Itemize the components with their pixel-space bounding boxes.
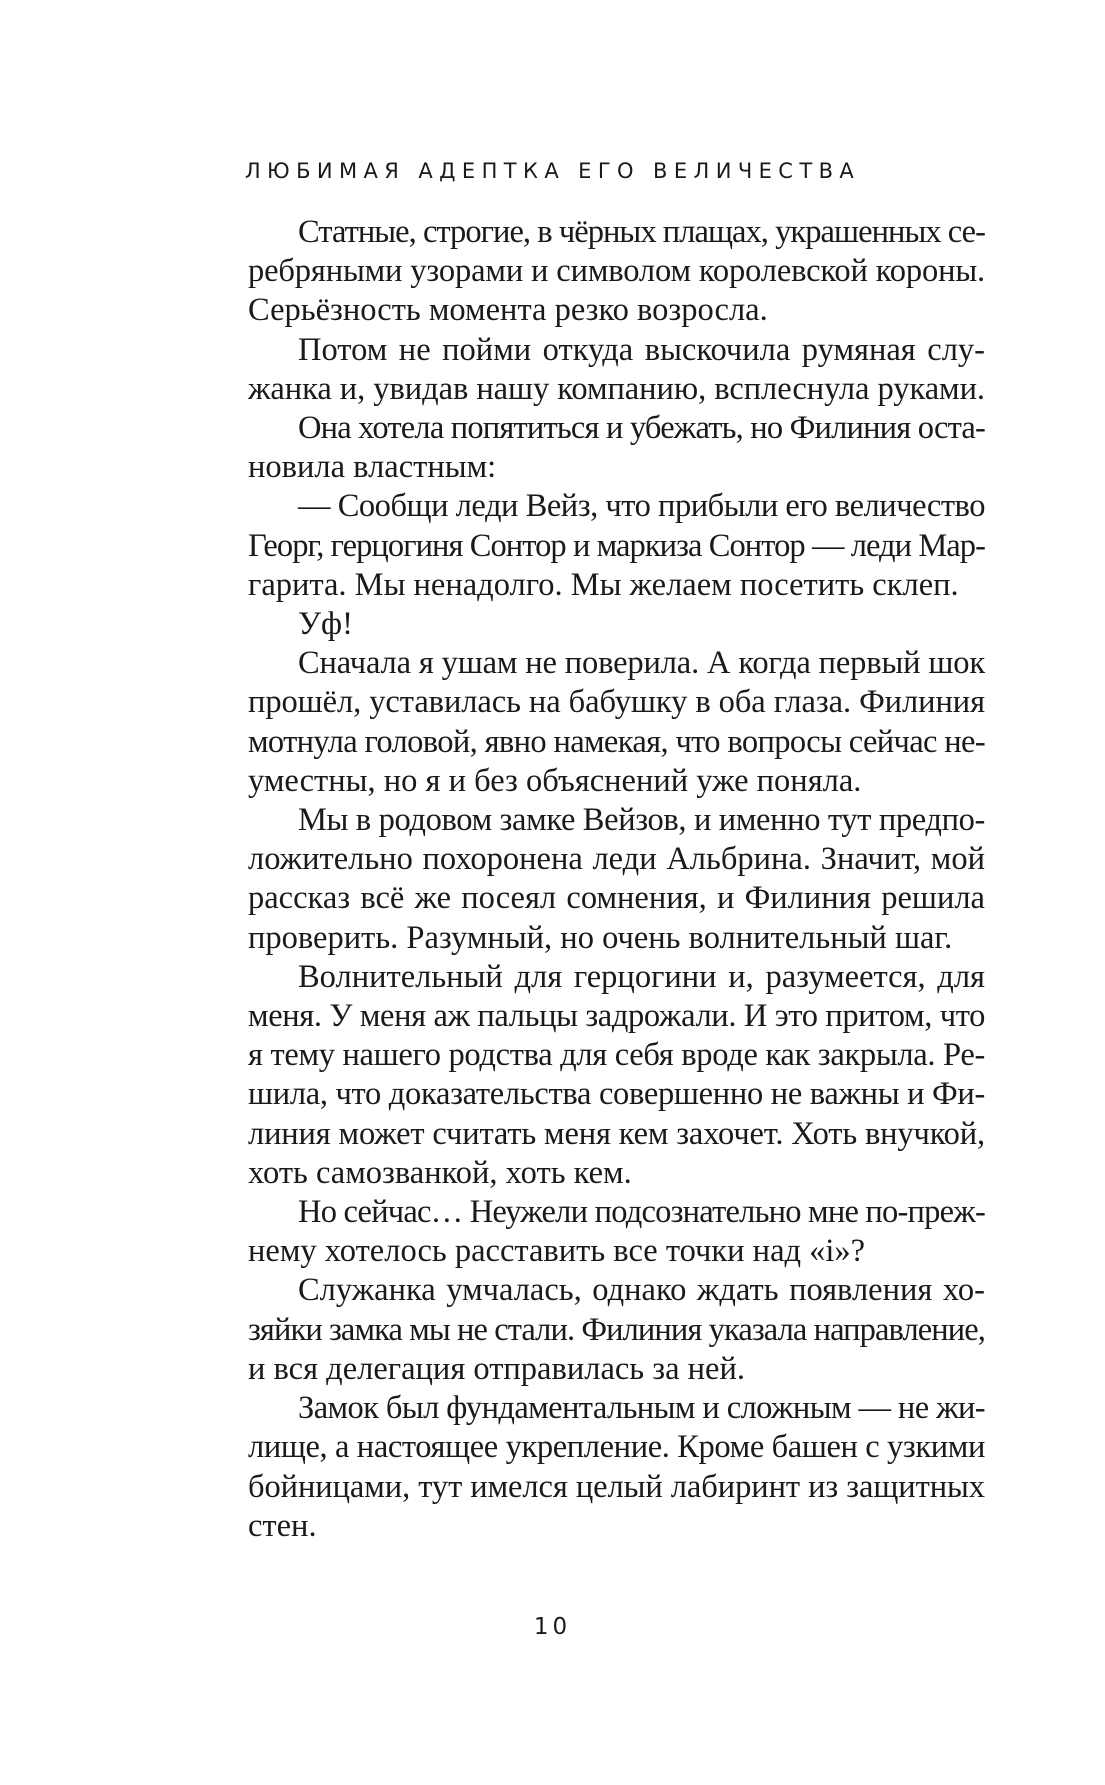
text-line: Она хотела попятиться и убежать, но Филиния оста- xyxy=(298,410,985,447)
text-line: проверить. Разумный, но очень волнительный шаг. xyxy=(248,919,953,956)
running-head-title: ЛЮБИМАЯ АДЕПТКА ЕГО ВЕЛИЧЕСТВА xyxy=(244,159,861,183)
paragraph xyxy=(198,1193,985,1271)
text-line: лище, а настоящее укрепление. Кроме башен с узкими xyxy=(248,1429,985,1466)
paragraph xyxy=(198,409,985,487)
text-line: ложительно похоронена леди Альбрина. Значит, мой xyxy=(248,841,985,878)
paragraph xyxy=(198,1389,985,1546)
text-line: Служанка умчалась, однако ждать появления хо- xyxy=(298,1272,985,1309)
text-line: — Сообщи леди Вейз, что прибыли его величество xyxy=(298,488,985,525)
text-line: Георг, герцогиня Сонтор и маркиза Сонтор — леди Мар- xyxy=(248,527,985,564)
body-text xyxy=(198,213,985,1546)
paragraph xyxy=(198,801,985,958)
paragraph xyxy=(198,605,985,644)
paragraph xyxy=(198,487,985,605)
text-line: Серьёзность момента резко возросла. xyxy=(248,292,768,329)
text-line: прошёл, уставилась на бабушку в оба глаза. Филиния xyxy=(248,684,985,721)
text-line: и вся делегация отправилась за ней. xyxy=(248,1350,745,1387)
text-line: меня. У меня аж пальцы задрожали. И это притом, что xyxy=(248,998,985,1035)
paragraph xyxy=(198,1271,985,1389)
text-line: Замок был фундаментальным и сложным — не жи- xyxy=(298,1390,985,1427)
text-line: уместны, но я и без объяснений уже поняла. xyxy=(248,762,862,799)
text-line: зяйки замка мы не стали. Филиния указала направление, xyxy=(248,1311,985,1348)
text-line: Волнительный для герцогини и, разумеется, для xyxy=(298,958,985,995)
text-line: жанка и, увидав нашу компанию, всплеснула руками. xyxy=(248,370,985,407)
paragraph xyxy=(198,644,985,801)
text-line: гарита. Мы ненадолго. Мы желаем посетить склеп. xyxy=(248,566,959,603)
paragraph xyxy=(198,331,985,409)
text-line: стен. xyxy=(248,1507,317,1544)
text-line: мотнула головой, явно намекая, что вопросы сейчас не- xyxy=(248,723,985,760)
text-line: Потом не пойми откуда выскочила румяная слу- xyxy=(298,331,985,368)
paragraph xyxy=(198,213,985,331)
text-line: хоть самозванкой, хоть кем. xyxy=(248,1154,632,1191)
text-line: Но сейчас… Неужели подсознательно мне по-преж- xyxy=(298,1194,985,1231)
text-line: я тему нашего родства для себя вроде как закрыла. Ре- xyxy=(248,1037,985,1074)
text-line: бойницами, тут имелся целый лабиринт из защитных xyxy=(248,1468,985,1505)
text-line: нему хотелось расставить все точки над «i»? xyxy=(248,1233,866,1270)
text-line: рассказ всё же посеял сомнения, и Филиния решила xyxy=(248,880,985,917)
text-line: шила, что доказательства совершенно не важны и Фи- xyxy=(248,1076,985,1113)
paragraph xyxy=(198,958,985,1193)
text-line: ребряными узорами и символом королевской короны. xyxy=(248,253,985,290)
page-number: 10 xyxy=(533,1614,572,1640)
text-line: новила властным: xyxy=(248,449,497,486)
text-line: Уф! xyxy=(298,606,353,643)
text-line: Статные, строгие, в чёрных плащах, украшенных се- xyxy=(298,214,985,250)
text-line: Сначала я ушам не поверила. А когда первый шок xyxy=(298,645,985,682)
text-line: Мы в родовом замке Вейзов, и именно тут предпо- xyxy=(298,802,985,839)
text-line: линия может считать меня кем захочет. Хоть внучкой, xyxy=(248,1115,985,1152)
